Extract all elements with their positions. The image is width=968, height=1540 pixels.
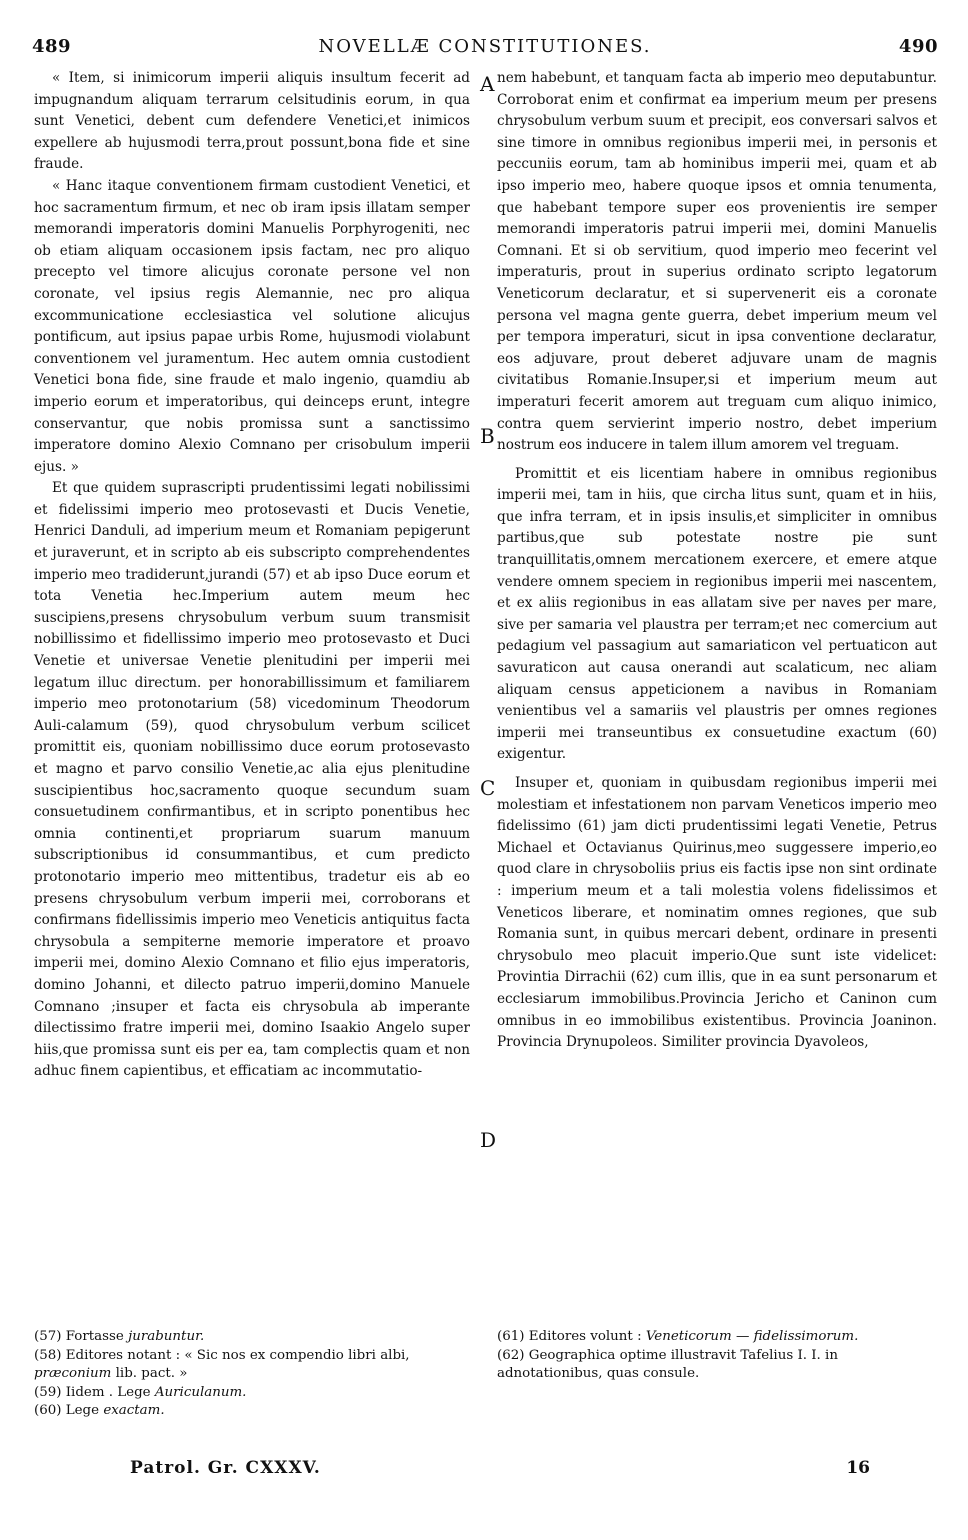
right-page-number: 490 <box>898 36 938 57</box>
paragraph: Et que quidem suprascripti prudentissimi legati nobilissimi et fidelissimi imperio meo protosevasti et Ducis Venetie, Henrici Danduli, ad imperium meum et Romaniam pepigerunt et juraverunt, et in scripto ab eis subscripto comprehendentes imperio meo tradiderunt,jurandi (57) et ab ipso Duce eorum et tota Venetia hec.Imperium autem meum hec suscipiens,presens chrysobulum verbum suum transmisit nobillissimo et fidellissimo imperio meo protosevasto et Duci Venetie et universae Venetie plenitudini per imperii mei legatum illuc directum. per honorabillissimum et familiarem imperio meo protonotarium (58) vicedominum Theodorum Auli-calamum (59), quod chrysobulum verbum scilicet promittit eis, quoniam nobillissimo duce eorum protosevasto et magno et parvo consilio Venetie,ac alia ejus plenitudine suscipientibus hoc,sacramento quoque secundum suam consuetudinem confirmantibus, et in scripto ponentibus hec omnia continenti,et propriarum suarum manuum subscriptionibus id consummantibus, et cum predicto protonotario imperio meo mittentibus, tradetur eis ab eo presens chrysobulum verbum imperii mei, corroborans et confirmans fidellissimis imperio meo Veneticis antiquitus facta chrysobula a sempiterne memorie imperatore et proavo imperii mei, domino Alexio Comnano et filio ejus imperatoris, domino Johanni, et dilecto patruo imperii,domino Manuele Comnano ;insuper et facta eis chrysobula ab imperante dilectissimo fratre imperii mei, domino Isaakio Angelo super hiis,que promissa sunt eis per ea, tam complectis quam et non adhuc finem capientibus, et efficatiam ac incommutatio- <box>34 480 470 1080</box>
footnotes-right <box>497 1328 937 1384</box>
footer-source: Patrol. Gr. CXXXV. <box>130 1458 321 1478</box>
footnote: (57) Fortasse jurabuntur. <box>34 1329 205 1344</box>
page-header <box>32 36 938 60</box>
column-marker-b: B <box>480 424 495 448</box>
paragraph: Insuper et, quoniam in quibusdam regionibus imperii mei molestiam et infestationem non parvam Veneticos imperio meo fidelissimo (61) jam dicti prudentissimi legati Venetie, Petrus Michael et Octavianus Quirinus,meo suggessere imperio,eo quod clare in chrysoboliis prius eis factis ipse non sint ordinate : imperium meum et a tali molestia volens fidelissimos et Veneticos liberare, et nominatim omnes regiones, que sub Romania sunt, in quibus mercari debent, ordinare in presenti chrysobulo meo placuit imperio.Que sunt iste videlicet: Provintia Dirrachii (62) cum illis, que in ea sunt personarum et ecclesiarum immobilibus.Provincia Jericho et Caninon cum omnibus in eo immobilibus existentibus. Provincia Joaninon. Provincia Drynupoleos. Similiter provincia Dyavoleos, <box>497 775 937 1051</box>
running-title: NOVELLÆ CONSTITUTIONES. <box>318 36 652 57</box>
footnote: (58) Editores notant : « Sic nos ex compendio libri albi, præconium lib. pact. » <box>34 1347 410 1381</box>
footer-signature-number: 16 <box>846 1458 870 1478</box>
column-marker-d: D <box>480 1128 497 1152</box>
footnotes-left <box>34 1328 464 1421</box>
right-text-column <box>497 68 937 1054</box>
footnote: (62) Geographica optime illustravit Tafelius I. I. in adnotationibus, quas consule. <box>497 1347 838 1381</box>
footnote: (59) Iidem . Lege Auriculanum. <box>34 1384 247 1400</box>
paragraph: nem habebunt, et tanquam facta ab imperio meo deputabuntur. Corroborat enim et confirmat ea imperium meum per presens chrysobulum verbum suum et precipit, eos conversari salvos et sine timore in omnibus regionibus imperii mei, in personis et peccuniis eorum, tam ab hominibus imperii mei, quam et ab ipso imperio meo, habere quoque ipsos et omnia tenumenta, que habebant tempore super eos provenientis ire semper memorandi imperatoris patrui imperii mei, domini Manuelis Comnani. Et si ob servitium, quod imperio meo fecerint vel imperaturis, prout in superius ordinato scripto legatorum Veneticorum declaratur, et si supervenerit eis a coronate persona vel magna gente guerra, debet imperium meum vel per tempora imperaturi, sicut in ipsa conventione declaratur, eos adjuvare, prout deberet adjuvare unam de magnis civitatibus Romanie.Insuper,si et imperium meum aut imperaturi fecerit amorem aut treguam cum aliquo inimico, contra quem servierint imperio nostro, debet imperium nostrum eos inducere in talem illum amorem vel treguam. <box>497 70 937 454</box>
left-page-number: 489 <box>32 36 72 57</box>
paragraph: « Hanc itaque conventionem firmam custodient Venetici, et hoc sacramentum firmum, et nec ob iram ipsis illatam semper memorandi imperatoris domini Manuelis Porphyrogeniti, nec ob etiam aliquam occasionem ipsis factam, nec pro aliquo precepto vel timore alicujus coronate persone vel non coronate, vel ipsius regis Alemannie, nec pro aliqua excommunicatione ecclesiastica vel solutione alicujus pontificum, aut ipsius papae urbis Rome, hujusmodi violabunt conventionem vel juramentum. Hec autem omnia custodient Venetici bona fide, sine fraude et malo ingenio, quamdiu ab imperio eorum et imperatoribus, qui deinceps erunt, integre conservantur, que nobis promissa sunt a sanctissimo imperatore domino Alexio Comnano per crisobulum imperii ejus. » <box>34 177 470 475</box>
paragraph: Promittit et eis licentiam habere in omnibus regionibus imperii mei, tam in hiis, que circha litus sunt, quam et in hiis, que infra terram, et in ipsis insulis,et simpliciter in omnibus partibus,que sub potestate nostre pie sunt tranquillitatis,omnem mercationem exercere, et emere atque vendere omnem speciem in regionibus imperii mei nascentem, et ex aliis regionibus in eas allatam sive per naves per mare, sive per samaria vel plaustra per terram;et nec comercium aut pedagium vel passagium aut samariaticon vel pertuaticon aut savuraticon aut causa onerandi aut scalaticum, nec aliam aliquam census appeticionem a navibus in Romaniam venientibus vel a samariis vel plaustris per omnes regiones imperii mei transeuntibus ex consuetudine exactum (60) exigentur. <box>497 465 937 763</box>
page-footer <box>130 1458 870 1482</box>
column-marker-a: A <box>480 72 495 96</box>
footnote: (61) Editores volunt : Veneticorum — fidelissimorum. <box>497 1329 859 1344</box>
footnote: (60) Lege exactam. <box>34 1403 165 1418</box>
left-text-column <box>34 68 470 1083</box>
paragraph: « Item, si inimicorum imperii aliquis insultum fecerit ad impugnandum aliquam terrarum celsitudinis eorum, in qua sunt Venetici, debent cum defendere Venetici,et inimicos expellere ab hujusmodi terra,prout possunt,bona fide et sine fraude. <box>34 70 470 173</box>
column-marker-c: C <box>480 776 496 800</box>
